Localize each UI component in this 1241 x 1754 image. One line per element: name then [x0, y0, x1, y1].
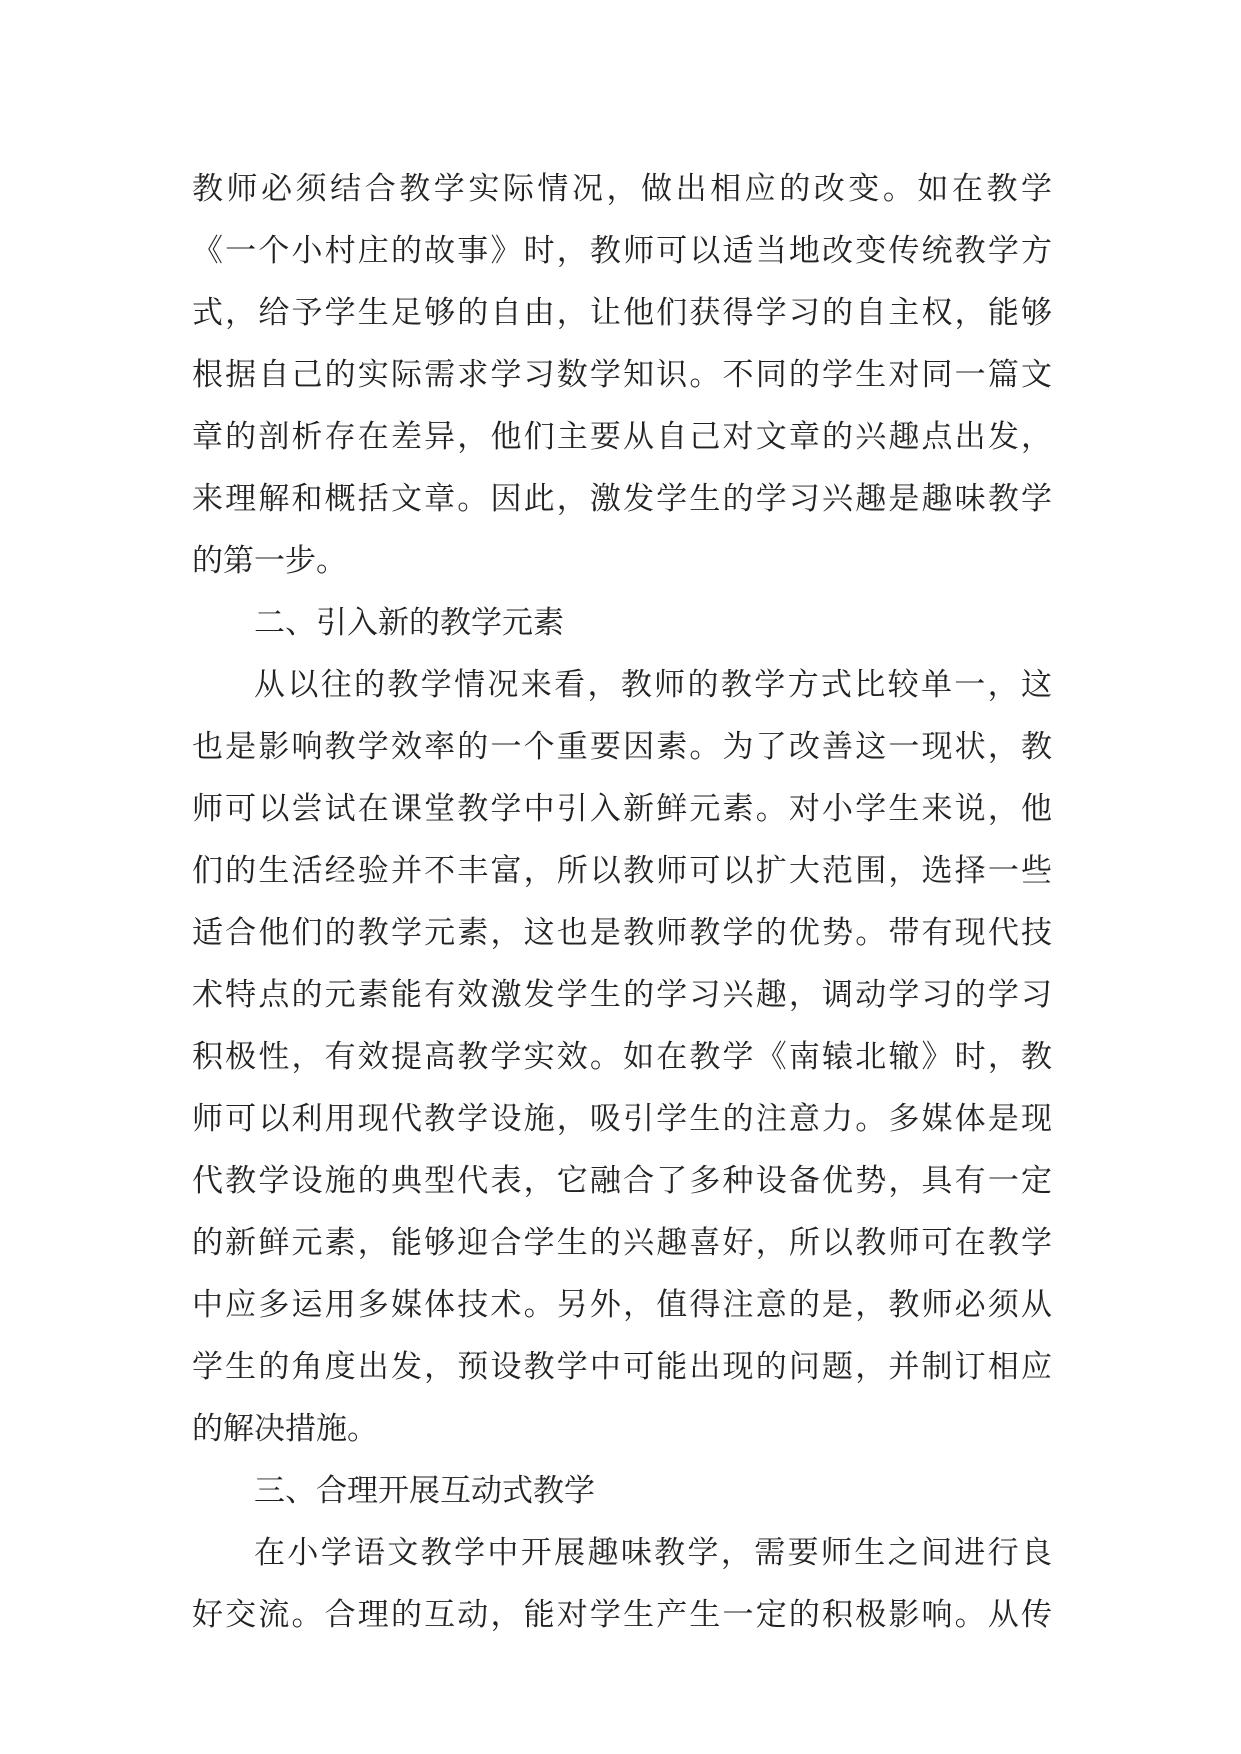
text-line: 章的剖析存在差异，他们主要从自己对文章的兴趣点出发， [192, 419, 1052, 455]
text-line: 的第一步。 [192, 543, 347, 579]
text-line: 学生的角度出发，预设教学中可能出现的问题，并制订相应 [192, 1349, 1052, 1385]
text-line: 积极性，有效提高教学实效。如在教学《南辕北辙》时，教 [192, 1039, 1052, 1075]
text-line: 也是影响教学效率的一个重要因素。为了改善这一现状，教 [192, 729, 1052, 765]
text-line: 代教学设施的典型代表，它融合了多种设备优势，具有一定 [192, 1163, 1052, 1199]
text-line: 根据自己的实际需求学习数学知识。不同的学生对同一篇文 [192, 357, 1052, 393]
text-line: 适合他们的教学元素，这也是教师教学的优势。带有现代技 [192, 915, 1052, 951]
text-line: 教师必须结合教学实际情况，做出相应的改变。如在教学 [192, 171, 1052, 207]
text-line: 术特点的元素能有效激发学生的学习兴趣，调动学习的学习 [192, 977, 1052, 1013]
body-text [192, 158, 1052, 1646]
text-line: 好交流。合理的互动，能对学生产生一定的积极影响。从传 [192, 1597, 1052, 1633]
text-line: 在小学语文教学中开展趣味教学，需要师生之间进行良 [254, 1535, 1052, 1571]
text-line: 们的生活经验并不丰富，所以教师可以扩大范围，选择一些 [192, 853, 1052, 889]
section-heading: 二、引入新的教学元素 [254, 605, 564, 641]
text-line: 中应多运用多媒体技术。另外，值得注意的是，教师必须从 [192, 1287, 1052, 1323]
text-line: 《一个小村庄的故事》时，教师可以适当地改变传统教学方 [192, 233, 1052, 269]
text-line: 师可以尝试在课堂教学中引入新鲜元素。对小学生来说，他 [192, 791, 1052, 827]
text-line: 从以往的教学情况来看，教师的教学方式比较单一，这 [254, 667, 1052, 703]
text-line: 的新鲜元素，能够迎合学生的兴趣喜好，所以教师可在教学 [192, 1225, 1052, 1261]
text-line: 式，给予学生足够的自由，让他们获得学习的自主权，能够 [192, 295, 1052, 331]
text-line: 来理解和概括文章。因此，激发学生的学习兴趣是趣味教学 [192, 481, 1052, 517]
text-line: 的解决措施。 [192, 1411, 378, 1447]
section-heading: 三、合理开展互动式教学 [254, 1473, 595, 1509]
text-line: 师可以利用现代教学设施，吸引学生的注意力。多媒体是现 [192, 1101, 1052, 1137]
